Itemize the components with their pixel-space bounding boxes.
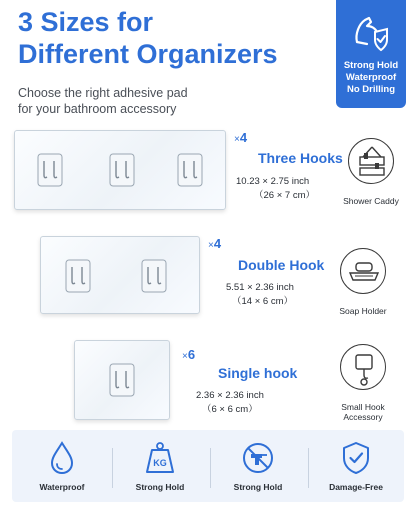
product-name: Three Hooks [258,150,343,166]
hook-icon [109,363,135,397]
qty-symbol: × [182,351,188,362]
subtitle-line-2: for your bathroom accessory [18,102,177,116]
feature-strong-hold [114,430,206,502]
feature-no-drill [212,430,304,502]
dimension-cm: （14 × 6 cm） [232,296,293,307]
accessory-label: Shower Caddy [343,196,399,206]
feature-label: Strong Hold [233,482,283,492]
small-hook-circle [340,344,386,390]
badge-text [336,60,406,96]
dimension-inch: 5.51 × 2.36 inch [226,282,294,293]
page-title [18,6,278,70]
hook-icon [141,259,167,293]
feature-divider [210,448,211,488]
single-hook-pad [74,340,170,420]
qty-symbol: × [208,240,214,251]
double-hook-pad [40,236,200,314]
dimension-inch: 2.36 × 2.36 inch [196,390,264,401]
soap-holder-circle [340,248,386,294]
feature-damage-free [310,430,402,502]
shield-check-icon [340,440,372,476]
hook-icon [37,153,63,187]
quantity-label [208,236,221,251]
feature-waterproof [16,430,108,502]
feature-label: Waterproof [39,482,85,492]
small-hook-icon [341,345,387,391]
badge-line-3: No Drilling [346,84,396,95]
accessory-label: Soap Holder [339,306,387,316]
feature-divider [308,448,309,488]
water-drop-icon [46,440,78,476]
feature-divider [112,448,113,488]
kg-text: KG [153,458,167,468]
kg-weight-icon [144,440,176,476]
qty-symbol: × [234,134,240,145]
shower-caddy-icon [349,139,395,185]
title-line-2: Different Organizers [18,39,278,69]
subtitle-line-1: Choose the right adhesive pad [18,86,188,100]
dimension-inch: 10.23 × 2.75 inch [236,176,310,187]
feature-badge [336,0,406,108]
qty-value: 4 [213,236,222,251]
title-line-1: 3 Sizes for [18,7,154,37]
feature-label: Damage-Free [329,482,383,492]
no-drill-icon [242,440,274,476]
quantity-label [234,130,247,145]
badge-line-1: Strong Hold [343,60,399,71]
feature-label: Strong Hold [135,482,185,492]
soap-holder-icon [341,249,387,295]
product-name: Double Hook [238,257,325,273]
accessory-line-1: Small Hook [341,402,385,412]
hook-icon [109,153,135,187]
shower-caddy-circle [348,138,394,184]
page-subtitle [18,85,188,117]
badge-line-2: Waterproof [345,72,397,83]
feature-bar [12,430,404,502]
product-name: Single hook [218,365,298,381]
accessory-line-2: Accessory [343,412,383,422]
three-hook-pad [14,130,226,210]
strong-arm-shield-icon [351,12,391,54]
dimension-cm: （6 × 6 cm） [202,404,258,415]
hook-icon [65,259,91,293]
qty-value: 6 [187,347,196,362]
dimension-cm: （26 × 7 cm） [254,190,315,201]
qty-value: 4 [239,130,248,145]
accessory-label [326,402,400,422]
quantity-label [182,347,195,362]
hook-icon [177,153,203,187]
